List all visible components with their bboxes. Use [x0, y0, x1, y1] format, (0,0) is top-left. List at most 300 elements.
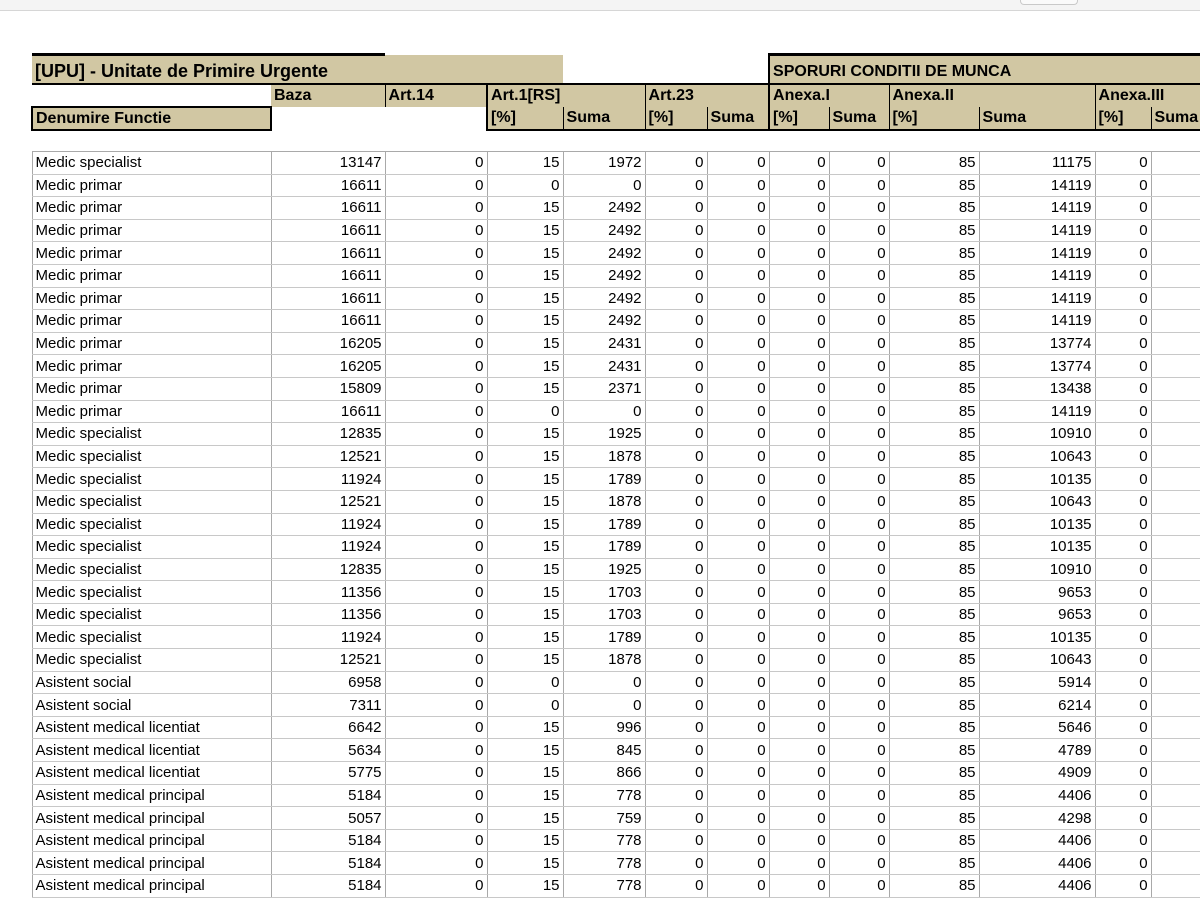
cell-anexa1-pct[interactable]: 0	[769, 242, 829, 265]
cell-anexa3-pct[interactable]: 0	[1095, 332, 1151, 355]
cell-anexa1-suma[interactable]: 0	[829, 197, 889, 220]
cell-anexa3-suma[interactable]	[1151, 807, 1200, 830]
cell-art23-pct[interactable]: 0	[645, 197, 707, 220]
cell-anexa1-suma[interactable]: 0	[829, 852, 889, 875]
cell-anexa3-pct[interactable]: 0	[1095, 219, 1151, 242]
cell-art23-suma[interactable]: 0	[707, 739, 769, 762]
cell-functie[interactable]: Medic primar	[32, 377, 271, 400]
cell-anexa2-suma[interactable]: 11175	[979, 152, 1095, 175]
cell-art1-pct[interactable]: 0	[487, 694, 563, 717]
cell-anexa3-pct[interactable]: 0	[1095, 716, 1151, 739]
cell-art1-suma[interactable]: 845	[563, 739, 645, 762]
cell-anexa1-suma[interactable]: 0	[829, 174, 889, 197]
cell-art1-suma[interactable]: 1789	[563, 626, 645, 649]
cell-anexa2-suma[interactable]: 4298	[979, 807, 1095, 830]
cell-baza[interactable]: 11356	[271, 581, 385, 604]
cell-art23-pct[interactable]: 0	[645, 581, 707, 604]
cell-art23-suma[interactable]: 0	[707, 626, 769, 649]
cell-functie[interactable]: Medic primar	[32, 287, 271, 310]
cell-anexa1-pct[interactable]: 0	[769, 807, 829, 830]
cell-baza[interactable]: 12835	[271, 423, 385, 446]
cell-anexa1-suma[interactable]: 0	[829, 829, 889, 852]
cell-anexa2-suma[interactable]: 14119	[979, 174, 1095, 197]
cell-art23-pct[interactable]: 0	[645, 852, 707, 875]
cell-functie[interactable]: Asistent medical principal	[32, 784, 271, 807]
cell-anexa2-pct[interactable]: 85	[889, 287, 979, 310]
cell-art23-suma[interactable]: 0	[707, 242, 769, 265]
cell-anexa2-pct[interactable]: 85	[889, 762, 979, 785]
cell-anexa1-suma[interactable]: 0	[829, 513, 889, 536]
cell-art1-suma[interactable]: 1972	[563, 152, 645, 175]
cell-anexa3-pct[interactable]: 0	[1095, 513, 1151, 536]
cell-baza[interactable]: 16611	[271, 174, 385, 197]
cell-art23-suma[interactable]: 0	[707, 287, 769, 310]
cell-art14[interactable]: 0	[385, 581, 487, 604]
cell-anexa3-pct[interactable]: 0	[1095, 490, 1151, 513]
cell-functie[interactable]: Medic specialist	[32, 603, 271, 626]
cell-art1-suma[interactable]: 996	[563, 716, 645, 739]
cell-anexa3-suma[interactable]	[1151, 581, 1200, 604]
cell-art23-pct[interactable]: 0	[645, 536, 707, 559]
cell-anexa1-pct[interactable]: 0	[769, 445, 829, 468]
cell-anexa2-pct[interactable]: 85	[889, 490, 979, 513]
cell-anexa2-suma[interactable]: 14119	[979, 197, 1095, 220]
cell-anexa1-pct[interactable]: 0	[769, 332, 829, 355]
cell-baza[interactable]: 16611	[271, 219, 385, 242]
cell-art23-pct[interactable]: 0	[645, 739, 707, 762]
cell-anexa3-suma[interactable]	[1151, 197, 1200, 220]
cell-functie[interactable]: Medic specialist	[32, 152, 271, 175]
cell-anexa3-suma[interactable]	[1151, 829, 1200, 852]
cell-baza[interactable]: 16611	[271, 264, 385, 287]
cell-art23-suma[interactable]: 0	[707, 219, 769, 242]
cell-functie[interactable]: Asistent medical licentiat	[32, 716, 271, 739]
cell-anexa3-pct[interactable]: 0	[1095, 400, 1151, 423]
cell-art14[interactable]: 0	[385, 829, 487, 852]
cell-anexa1-suma[interactable]: 0	[829, 603, 889, 626]
cell-anexa3-suma[interactable]	[1151, 445, 1200, 468]
cell-art23-pct[interactable]: 0	[645, 242, 707, 265]
cell-art1-pct[interactable]: 15	[487, 513, 563, 536]
cell-functie[interactable]: Asistent medical principal	[32, 829, 271, 852]
cell-art1-pct[interactable]: 15	[487, 626, 563, 649]
cell-art1-suma[interactable]: 1925	[563, 423, 645, 446]
cell-baza[interactable]: 15809	[271, 377, 385, 400]
cell-art1-pct[interactable]: 15	[487, 739, 563, 762]
cell-art1-pct[interactable]: 15	[487, 264, 563, 287]
cell-art23-suma[interactable]: 0	[707, 807, 769, 830]
cell-anexa2-pct[interactable]: 85	[889, 603, 979, 626]
cell-art1-suma[interactable]: 1878	[563, 490, 645, 513]
cell-art1-suma[interactable]: 2431	[563, 355, 645, 378]
cell-art14[interactable]: 0	[385, 716, 487, 739]
cell-functie[interactable]: Medic primar	[32, 332, 271, 355]
cell-anexa2-pct[interactable]: 85	[889, 423, 979, 446]
cell-art23-pct[interactable]: 0	[645, 310, 707, 333]
cell-anexa2-suma[interactable]: 4406	[979, 852, 1095, 875]
cell-anexa2-suma[interactable]: 13438	[979, 377, 1095, 400]
cell-anexa1-pct[interactable]: 0	[769, 197, 829, 220]
cell-anexa1-suma[interactable]: 0	[829, 716, 889, 739]
cell-anexa3-suma[interactable]	[1151, 603, 1200, 626]
cell-art14[interactable]: 0	[385, 536, 487, 559]
cell-art1-pct[interactable]: 15	[487, 603, 563, 626]
cell-anexa3-suma[interactable]	[1151, 536, 1200, 559]
cell-anexa1-suma[interactable]: 0	[829, 739, 889, 762]
cell-baza[interactable]: 16611	[271, 287, 385, 310]
cell-art23-pct[interactable]: 0	[645, 152, 707, 175]
cell-art1-suma[interactable]: 2431	[563, 332, 645, 355]
cell-art1-suma[interactable]: 0	[563, 671, 645, 694]
cell-art1-suma[interactable]: 2492	[563, 287, 645, 310]
cell-anexa1-suma[interactable]: 0	[829, 242, 889, 265]
cell-art1-suma[interactable]: 0	[563, 694, 645, 717]
cell-anexa2-suma[interactable]: 9653	[979, 581, 1095, 604]
cell-functie[interactable]: Medic specialist	[32, 581, 271, 604]
cell-art1-suma[interactable]: 866	[563, 762, 645, 785]
cell-art14[interactable]: 0	[385, 626, 487, 649]
cell-art23-pct[interactable]: 0	[645, 807, 707, 830]
cell-art23-suma[interactable]: 0	[707, 468, 769, 491]
cell-anexa1-pct[interactable]: 0	[769, 694, 829, 717]
cell-anexa2-pct[interactable]: 85	[889, 671, 979, 694]
cell-art1-suma[interactable]: 1703	[563, 603, 645, 626]
cell-art1-suma[interactable]: 2492	[563, 310, 645, 333]
cell-art23-pct[interactable]: 0	[645, 716, 707, 739]
cell-baza[interactable]: 5634	[271, 739, 385, 762]
cell-baza[interactable]: 6958	[271, 671, 385, 694]
cell-anexa2-suma[interactable]: 13774	[979, 355, 1095, 378]
cell-art23-suma[interactable]: 0	[707, 536, 769, 559]
cell-anexa2-pct[interactable]: 85	[889, 694, 979, 717]
cell-anexa2-pct[interactable]: 85	[889, 875, 979, 898]
cell-art14[interactable]: 0	[385, 739, 487, 762]
cell-baza[interactable]: 12521	[271, 445, 385, 468]
cell-anexa3-suma[interactable]	[1151, 490, 1200, 513]
cell-anexa1-suma[interactable]: 0	[829, 377, 889, 400]
cell-functie[interactable]: Medic primar	[32, 174, 271, 197]
cell-anexa1-pct[interactable]: 0	[769, 649, 829, 672]
cell-anexa1-pct[interactable]: 0	[769, 355, 829, 378]
cell-art23-suma[interactable]: 0	[707, 671, 769, 694]
cell-art23-pct[interactable]: 0	[645, 649, 707, 672]
cell-art1-pct[interactable]: 15	[487, 875, 563, 898]
cell-anexa1-pct[interactable]: 0	[769, 400, 829, 423]
cell-anexa3-pct[interactable]: 0	[1095, 264, 1151, 287]
cell-art23-suma[interactable]: 0	[707, 197, 769, 220]
cell-functie[interactable]: Medic specialist	[32, 558, 271, 581]
cell-anexa2-suma[interactable]: 10643	[979, 445, 1095, 468]
cell-anexa2-pct[interactable]: 85	[889, 558, 979, 581]
cell-functie[interactable]: Medic primar	[32, 400, 271, 423]
cell-art1-suma[interactable]: 778	[563, 875, 645, 898]
cell-anexa2-pct[interactable]: 85	[889, 400, 979, 423]
cell-anexa2-suma[interactable]: 4789	[979, 739, 1095, 762]
cell-anexa2-pct[interactable]: 85	[889, 152, 979, 175]
cell-anexa2-suma[interactable]: 10643	[979, 490, 1095, 513]
cell-anexa3-suma[interactable]	[1151, 332, 1200, 355]
cell-art23-pct[interactable]: 0	[645, 264, 707, 287]
cell-anexa1-pct[interactable]: 0	[769, 152, 829, 175]
cell-art1-suma[interactable]: 1789	[563, 536, 645, 559]
cell-art14[interactable]: 0	[385, 468, 487, 491]
cell-anexa2-pct[interactable]: 85	[889, 445, 979, 468]
cell-anexa3-suma[interactable]	[1151, 852, 1200, 875]
cell-art1-suma[interactable]: 2492	[563, 242, 645, 265]
cell-art1-suma[interactable]: 778	[563, 784, 645, 807]
cell-anexa3-pct[interactable]: 0	[1095, 174, 1151, 197]
cell-baza[interactable]: 5184	[271, 784, 385, 807]
cell-art23-pct[interactable]: 0	[645, 490, 707, 513]
cell-art14[interactable]: 0	[385, 355, 487, 378]
cell-anexa3-suma[interactable]	[1151, 784, 1200, 807]
cell-anexa1-pct[interactable]: 0	[769, 784, 829, 807]
cell-functie[interactable]: Asistent medical principal	[32, 875, 271, 898]
cell-art14[interactable]: 0	[385, 174, 487, 197]
cell-anexa1-pct[interactable]: 0	[769, 468, 829, 491]
cell-anexa2-suma[interactable]: 6214	[979, 694, 1095, 717]
cell-art1-pct[interactable]: 15	[487, 581, 563, 604]
cell-art1-pct[interactable]: 15	[487, 762, 563, 785]
cell-art14[interactable]: 0	[385, 671, 487, 694]
cell-anexa2-pct[interactable]: 85	[889, 174, 979, 197]
cell-anexa3-suma[interactable]	[1151, 242, 1200, 265]
cell-anexa1-pct[interactable]: 0	[769, 536, 829, 559]
cell-anexa1-pct[interactable]: 0	[769, 264, 829, 287]
cell-anexa1-suma[interactable]: 0	[829, 445, 889, 468]
cell-art23-pct[interactable]: 0	[645, 332, 707, 355]
cell-baza[interactable]: 16611	[271, 310, 385, 333]
cell-functie[interactable]: Asistent medical principal	[32, 807, 271, 830]
cell-art23-suma[interactable]: 0	[707, 829, 769, 852]
cell-anexa2-pct[interactable]: 85	[889, 626, 979, 649]
cell-baza[interactable]: 13147	[271, 152, 385, 175]
cell-anexa3-suma[interactable]	[1151, 423, 1200, 446]
cell-anexa1-pct[interactable]: 0	[769, 762, 829, 785]
cell-anexa1-pct[interactable]: 0	[769, 377, 829, 400]
cell-anexa3-pct[interactable]: 0	[1095, 739, 1151, 762]
cell-art1-pct[interactable]: 15	[487, 852, 563, 875]
cell-art23-suma[interactable]: 0	[707, 152, 769, 175]
cell-anexa3-pct[interactable]: 0	[1095, 694, 1151, 717]
cell-art23-pct[interactable]: 0	[645, 829, 707, 852]
cell-anexa2-suma[interactable]: 5914	[979, 671, 1095, 694]
cell-art14[interactable]: 0	[385, 197, 487, 220]
cell-art23-pct[interactable]: 0	[645, 626, 707, 649]
cell-art1-pct[interactable]: 15	[487, 355, 563, 378]
cell-art1-suma[interactable]: 778	[563, 829, 645, 852]
cell-baza[interactable]: 16611	[271, 197, 385, 220]
cell-anexa1-suma[interactable]: 0	[829, 626, 889, 649]
cell-anexa2-pct[interactable]: 85	[889, 310, 979, 333]
cell-anexa3-pct[interactable]: 0	[1095, 197, 1151, 220]
cell-anexa3-pct[interactable]: 0	[1095, 242, 1151, 265]
cell-functie[interactable]: Medic primar	[32, 355, 271, 378]
cell-anexa3-suma[interactable]	[1151, 739, 1200, 762]
cell-art1-pct[interactable]: 15	[487, 219, 563, 242]
cell-anexa1-suma[interactable]: 0	[829, 649, 889, 672]
cell-art14[interactable]: 0	[385, 784, 487, 807]
cell-anexa2-suma[interactable]: 9653	[979, 603, 1095, 626]
cell-anexa2-pct[interactable]: 85	[889, 513, 979, 536]
cell-anexa3-pct[interactable]: 0	[1095, 852, 1151, 875]
cell-functie[interactable]: Asistent medical principal	[32, 852, 271, 875]
cell-anexa2-suma[interactable]: 10643	[979, 649, 1095, 672]
cell-anexa2-pct[interactable]: 85	[889, 264, 979, 287]
cell-anexa2-suma[interactable]: 10910	[979, 558, 1095, 581]
cell-art23-pct[interactable]: 0	[645, 287, 707, 310]
cell-functie[interactable]: Medic primar	[32, 197, 271, 220]
cell-art14[interactable]: 0	[385, 310, 487, 333]
cell-functie[interactable]: Medic specialist	[32, 513, 271, 536]
cell-anexa2-suma[interactable]: 14119	[979, 219, 1095, 242]
cell-anexa1-pct[interactable]: 0	[769, 287, 829, 310]
cell-art1-pct[interactable]: 15	[487, 829, 563, 852]
cell-anexa3-suma[interactable]	[1151, 468, 1200, 491]
cell-anexa2-suma[interactable]: 4406	[979, 875, 1095, 898]
cell-anexa3-suma[interactable]	[1151, 649, 1200, 672]
cell-baza[interactable]: 16611	[271, 242, 385, 265]
cell-art23-suma[interactable]: 0	[707, 603, 769, 626]
cell-anexa3-pct[interactable]: 0	[1095, 287, 1151, 310]
cell-anexa1-suma[interactable]: 0	[829, 287, 889, 310]
cell-anexa3-suma[interactable]	[1151, 219, 1200, 242]
cell-anexa1-pct[interactable]: 0	[769, 174, 829, 197]
cell-anexa3-pct[interactable]: 0	[1095, 829, 1151, 852]
cell-anexa1-pct[interactable]: 0	[769, 875, 829, 898]
cell-art14[interactable]: 0	[385, 694, 487, 717]
cell-anexa2-suma[interactable]: 10135	[979, 626, 1095, 649]
cell-anexa2-suma[interactable]: 13774	[979, 332, 1095, 355]
cell-anexa2-pct[interactable]: 85	[889, 807, 979, 830]
cell-anexa2-pct[interactable]: 85	[889, 581, 979, 604]
cell-anexa3-suma[interactable]	[1151, 152, 1200, 175]
cell-art1-suma[interactable]: 1878	[563, 445, 645, 468]
cell-art14[interactable]: 0	[385, 852, 487, 875]
cell-art23-pct[interactable]: 0	[645, 875, 707, 898]
cell-functie[interactable]: Medic specialist	[32, 649, 271, 672]
cell-anexa1-suma[interactable]: 0	[829, 468, 889, 491]
cell-art1-suma[interactable]: 759	[563, 807, 645, 830]
cell-anexa2-pct[interactable]: 85	[889, 242, 979, 265]
cell-anexa1-suma[interactable]: 0	[829, 219, 889, 242]
cell-anexa3-pct[interactable]: 0	[1095, 649, 1151, 672]
cell-anexa2-suma[interactable]: 10135	[979, 536, 1095, 559]
cell-anexa2-pct[interactable]: 85	[889, 536, 979, 559]
cell-anexa2-suma[interactable]: 14119	[979, 264, 1095, 287]
cell-functie[interactable]: Medic primar	[32, 264, 271, 287]
cell-anexa3-suma[interactable]	[1151, 694, 1200, 717]
cell-baza[interactable]: 11924	[271, 536, 385, 559]
cell-anexa2-pct[interactable]: 85	[889, 197, 979, 220]
cell-anexa1-pct[interactable]: 0	[769, 513, 829, 536]
cell-art14[interactable]: 0	[385, 377, 487, 400]
cell-anexa3-pct[interactable]: 0	[1095, 784, 1151, 807]
cell-anexa2-pct[interactable]: 85	[889, 332, 979, 355]
cell-art1-pct[interactable]: 15	[487, 310, 563, 333]
cell-art14[interactable]: 0	[385, 490, 487, 513]
cell-anexa1-pct[interactable]: 0	[769, 739, 829, 762]
cell-anexa2-suma[interactable]: 4909	[979, 762, 1095, 785]
cell-baza[interactable]: 6642	[271, 716, 385, 739]
cell-anexa1-suma[interactable]: 0	[829, 310, 889, 333]
cell-functie[interactable]: Medic specialist	[32, 445, 271, 468]
cell-art23-pct[interactable]: 0	[645, 694, 707, 717]
cell-anexa2-suma[interactable]: 10910	[979, 423, 1095, 446]
cell-art23-suma[interactable]: 0	[707, 355, 769, 378]
cell-anexa1-suma[interactable]: 0	[829, 264, 889, 287]
cell-art23-suma[interactable]: 0	[707, 716, 769, 739]
cell-art1-pct[interactable]: 15	[487, 536, 563, 559]
cell-anexa3-pct[interactable]: 0	[1095, 807, 1151, 830]
cell-art23-suma[interactable]: 0	[707, 445, 769, 468]
cell-baza[interactable]: 16205	[271, 332, 385, 355]
cell-anexa3-suma[interactable]	[1151, 287, 1200, 310]
cell-anexa3-suma[interactable]	[1151, 174, 1200, 197]
cell-functie[interactable]: Medic specialist	[32, 423, 271, 446]
cell-baza[interactable]: 12521	[271, 490, 385, 513]
cell-baza[interactable]: 11924	[271, 626, 385, 649]
cell-art23-pct[interactable]: 0	[645, 784, 707, 807]
cell-art1-pct[interactable]: 15	[487, 716, 563, 739]
cell-anexa1-suma[interactable]: 0	[829, 671, 889, 694]
cell-art23-suma[interactable]: 0	[707, 558, 769, 581]
cell-baza[interactable]: 7311	[271, 694, 385, 717]
cell-baza[interactable]: 5184	[271, 852, 385, 875]
cell-baza[interactable]: 5184	[271, 829, 385, 852]
cell-anexa3-suma[interactable]	[1151, 762, 1200, 785]
cell-art23-suma[interactable]: 0	[707, 784, 769, 807]
cell-anexa2-suma[interactable]: 4406	[979, 829, 1095, 852]
cell-baza[interactable]: 5057	[271, 807, 385, 830]
cell-art23-pct[interactable]: 0	[645, 671, 707, 694]
cell-anexa1-pct[interactable]: 0	[769, 671, 829, 694]
cell-art14[interactable]: 0	[385, 875, 487, 898]
cell-art1-pct[interactable]: 15	[487, 152, 563, 175]
cell-functie[interactable]: Asistent medical licentiat	[32, 762, 271, 785]
cell-art23-suma[interactable]: 0	[707, 649, 769, 672]
cell-art1-suma[interactable]: 2492	[563, 219, 645, 242]
cell-anexa2-suma[interactable]: 5646	[979, 716, 1095, 739]
cell-art1-pct[interactable]: 15	[487, 197, 563, 220]
cell-art23-pct[interactable]: 0	[645, 423, 707, 446]
cell-art23-suma[interactable]: 0	[707, 852, 769, 875]
cell-art14[interactable]: 0	[385, 264, 487, 287]
cell-anexa1-suma[interactable]: 0	[829, 536, 889, 559]
cell-anexa3-pct[interactable]: 0	[1095, 671, 1151, 694]
cell-art1-pct[interactable]: 15	[487, 332, 563, 355]
cell-art23-suma[interactable]: 0	[707, 875, 769, 898]
cell-anexa1-suma[interactable]: 0	[829, 400, 889, 423]
cell-anexa2-pct[interactable]: 85	[889, 739, 979, 762]
cell-art14[interactable]: 0	[385, 762, 487, 785]
cell-baza[interactable]: 11924	[271, 513, 385, 536]
cell-art14[interactable]: 0	[385, 219, 487, 242]
cell-art1-suma[interactable]: 2492	[563, 264, 645, 287]
cell-art14[interactable]: 0	[385, 332, 487, 355]
cell-anexa1-suma[interactable]: 0	[829, 332, 889, 355]
cell-art14[interactable]: 0	[385, 513, 487, 536]
cell-art23-suma[interactable]: 0	[707, 694, 769, 717]
cell-anexa1-suma[interactable]: 0	[829, 762, 889, 785]
cell-anexa3-pct[interactable]: 0	[1095, 310, 1151, 333]
cell-art23-suma[interactable]: 0	[707, 423, 769, 446]
cell-art1-pct[interactable]: 15	[487, 445, 563, 468]
cell-art1-pct[interactable]: 15	[487, 242, 563, 265]
cell-art1-pct[interactable]: 0	[487, 400, 563, 423]
cell-baza[interactable]: 12521	[271, 649, 385, 672]
cell-anexa3-suma[interactable]	[1151, 875, 1200, 898]
